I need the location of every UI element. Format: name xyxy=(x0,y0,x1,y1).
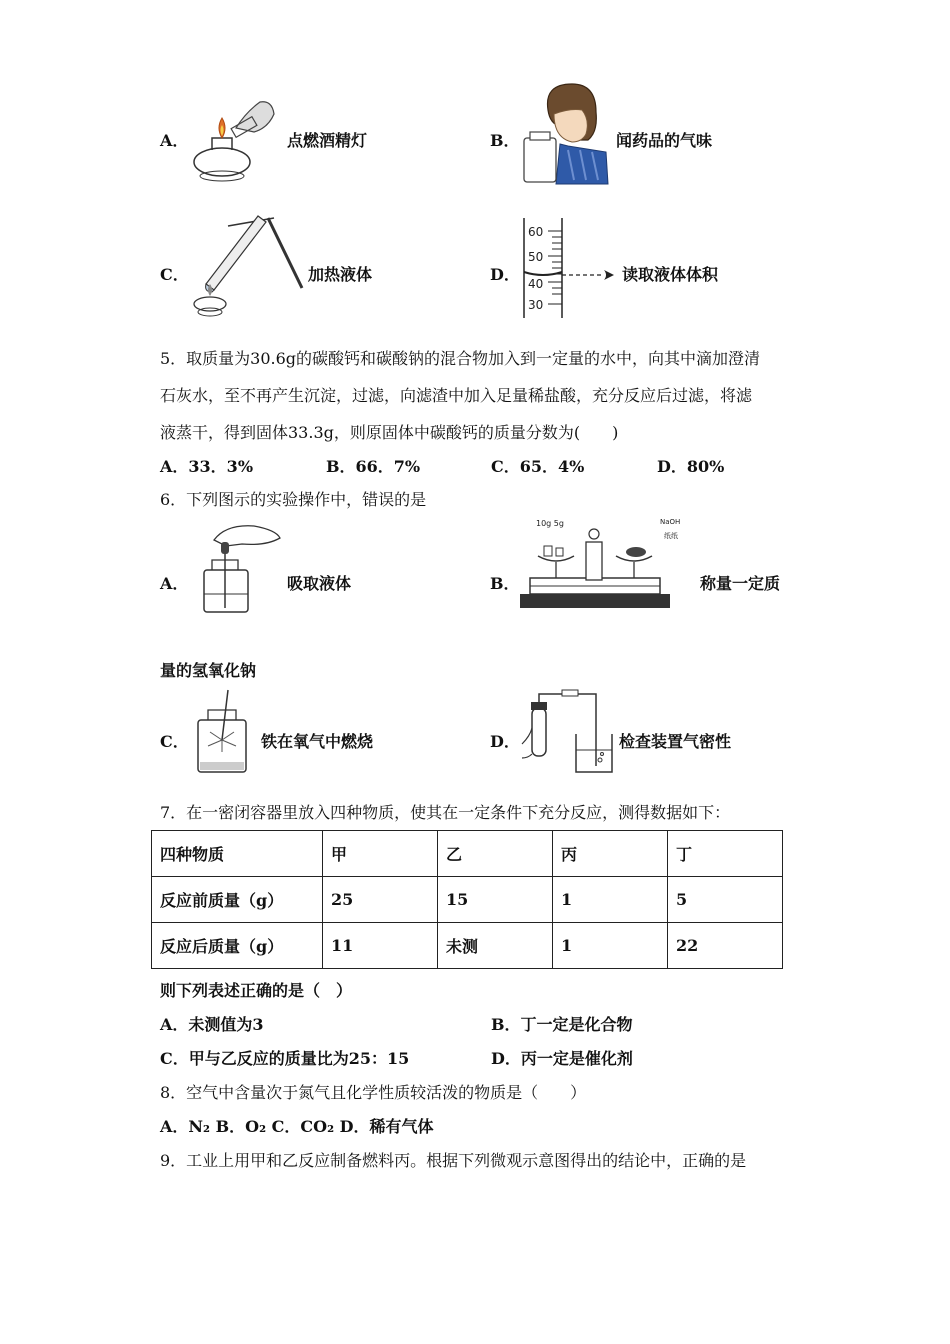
table-header-cell: 甲 xyxy=(323,831,438,877)
q6-option-d-caption: 检查装置气密性 xyxy=(619,732,732,751)
q7-option-a: A．未测值为3 xyxy=(160,1015,264,1034)
q5-option-a: A．33．3% xyxy=(160,457,254,476)
q4-option-b-caption: 闻药品的气味 xyxy=(616,131,713,150)
alcohol-lamp-figure xyxy=(188,92,280,187)
balance-right-label-naoh: NaOH xyxy=(660,518,681,526)
cylinder-tick-30: 30 xyxy=(528,298,544,312)
q4-option-d-letter: D． xyxy=(490,265,520,284)
q6-option-a-caption: 吸取液体 xyxy=(287,574,352,593)
table-header-cell: 乙 xyxy=(438,831,553,877)
table-cell: 1 xyxy=(553,923,668,969)
q6-option-c-caption: 铁在氧气中燃烧 xyxy=(261,732,374,751)
q5-option-c: C．65．4% xyxy=(491,457,585,476)
cylinder-tick-60: 60 xyxy=(528,225,544,239)
q4-option-a-letter: A． xyxy=(160,131,189,150)
table-row xyxy=(152,923,783,969)
table-row xyxy=(152,877,783,923)
q6-option-d-letter: D． xyxy=(490,732,520,751)
q4-option-c-letter: C． xyxy=(160,265,189,284)
graduated-cylinder-figure xyxy=(520,218,620,318)
q4-option-a-caption: 点燃酒精灯 xyxy=(287,131,368,150)
q7-option-d: D．丙一定是催化剂 xyxy=(491,1049,633,1068)
smelling-chemical-figure xyxy=(520,80,612,186)
q5-option-b: B．66．7% xyxy=(326,457,421,476)
q7-data-table xyxy=(151,830,783,969)
q5-stem-line1: 5．取质量为30.6g的碳酸钙和碳酸钠的混合物加入到一定量的水中，向其中滴加澄清 xyxy=(160,349,761,368)
q6-stem: 6．下列图示的实验操作中，错误的是 xyxy=(160,490,427,509)
q4-option-c-caption: 加热液体 xyxy=(308,265,373,284)
table-cell: 反应前质量（g） xyxy=(152,877,323,923)
table-cell: 5 xyxy=(668,877,783,923)
q4-option-d-caption: 读取液体体积 xyxy=(622,265,719,284)
cylinder-tick-40: 40 xyxy=(528,277,544,291)
balance-figure xyxy=(516,512,681,616)
cylinder-tick-50: 50 xyxy=(528,250,544,264)
iron-burning-figure xyxy=(194,690,250,776)
table-cell: 22 xyxy=(668,923,783,969)
q5-option-d: D．80% xyxy=(657,457,725,476)
table-header-cell: 四种物质 xyxy=(152,831,323,877)
q6-option-c-letter: C． xyxy=(160,732,189,751)
airtightness-figure xyxy=(518,688,616,778)
table-row xyxy=(152,831,783,877)
q5-stem-line2: 石灰水，至不再产生沉淀，过滤，向滤渣中加入足量稀盐酸，充分反应后过滤，将滤 xyxy=(160,386,753,405)
q5-stem-line3: 液蒸干，得到固体33.3g，则原固体中碳酸钙的质量分数为( ) xyxy=(160,423,619,442)
table-cell: 未测 xyxy=(438,923,553,969)
q8-stem: 8．空气中含量次于氮气且化学性质较活泼的物质是（ ） xyxy=(160,1083,587,1102)
dropper-figure xyxy=(196,516,284,616)
q8-options: A．N₂ B．O₂ C．CO₂ D．稀有气体 xyxy=(160,1117,434,1136)
q7-stem: 7．在一密闭容器里放入四种物质，使其在一定条件下充分反应，测得数据如下： xyxy=(160,803,731,822)
balance-left-label: 10g 5g xyxy=(536,519,564,528)
table-cell: 11 xyxy=(323,923,438,969)
table-header-cell: 丁 xyxy=(668,831,783,877)
q7-option-c: C．甲与乙反应的质量比为25：15 xyxy=(160,1049,410,1068)
balance-right-label-paper: 纸纸 xyxy=(664,532,678,540)
table-cell: 25 xyxy=(323,877,438,923)
q6-option-b-letter: B． xyxy=(490,574,520,593)
q6-option-a-letter: A． xyxy=(160,574,189,593)
q7-option-b: B．丁一定是化合物 xyxy=(491,1015,633,1034)
heating-liquid-figure xyxy=(188,214,306,318)
q7-followup: 则下列表述正确的是（ ） xyxy=(160,981,353,1000)
table-cell: 1 xyxy=(553,877,668,923)
table-header-cell: 丙 xyxy=(553,831,668,877)
table-cell: 反应后质量（g） xyxy=(152,923,323,969)
q6-option-b-caption-cont: 量的氢氧化钠 xyxy=(160,661,257,680)
q9-stem: 9．工业上用甲和乙反应制备燃料丙。根据下列微观示意图得出的结论中，正确的是 xyxy=(160,1151,747,1170)
table-cell: 15 xyxy=(438,877,553,923)
q4-option-b-letter: B． xyxy=(490,131,520,150)
q6-option-b-caption: 称量一定质 xyxy=(700,574,781,593)
